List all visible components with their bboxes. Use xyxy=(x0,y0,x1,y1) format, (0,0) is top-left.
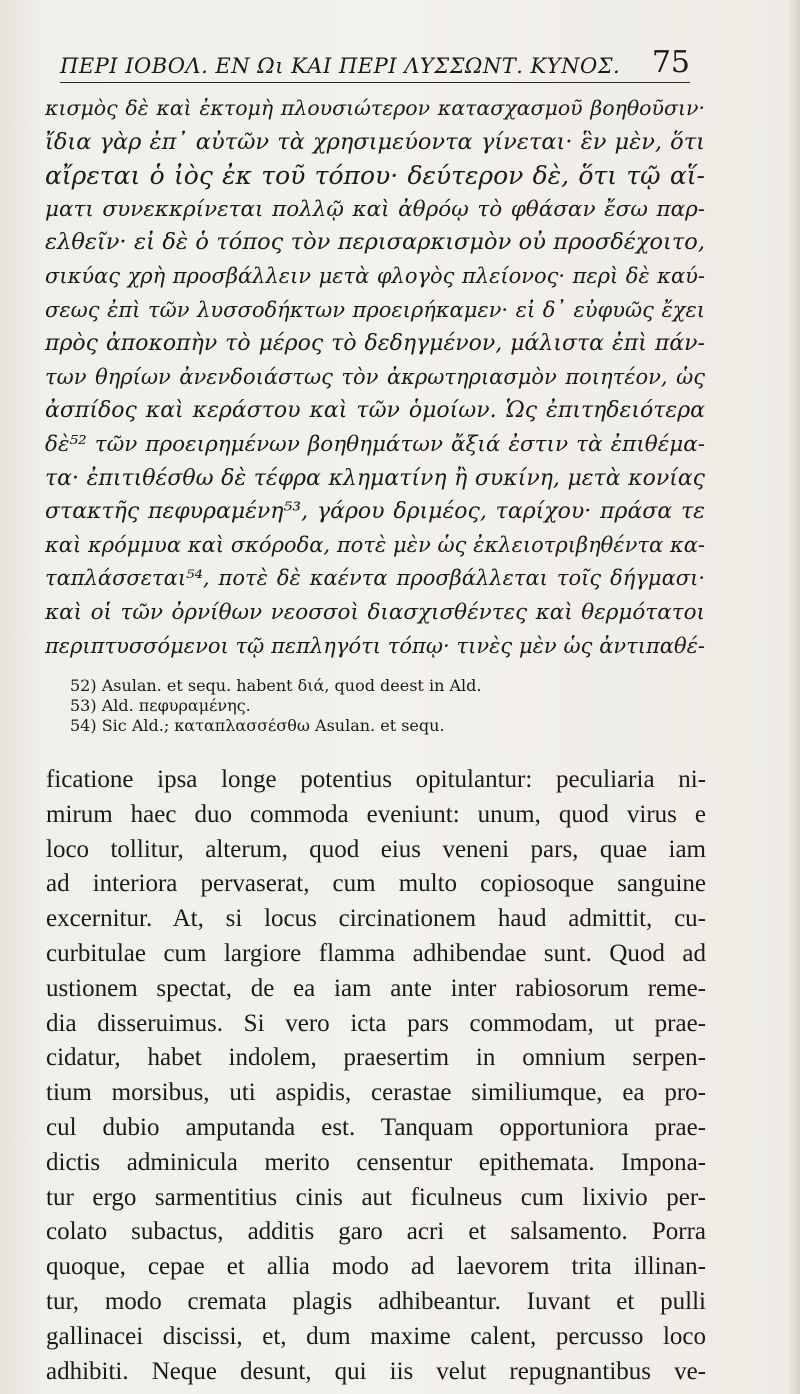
latin-line: tium morsibus, uti aspidis, cerastae similiumque, ea pro- xyxy=(46,1079,706,1107)
greek-line: περιπτυσσόμενοι τῷ πεπληγότι τόπῳ· τινὲς μὲν ὡς ἀντιπαθέ- xyxy=(45,633,705,658)
greek-line: των θηρίων ἀνενδοιάστως τὸν ἀκρωτηριασμὸν ποιητέον, ὡς xyxy=(45,364,705,389)
latin-line: ustionem spectat, de ea iam ante inter rabiosorum reme- xyxy=(46,974,706,1002)
greek-line: ἀσπίδος καὶ κεράστου καὶ τῶν ὁμοίων. Ὡς ἐπιτηδειότερα xyxy=(45,398,705,424)
greek-line: ἴδια γὰρ ἐπ᾽ αὐτῶν τὰ χρησιμεύοντα γίνεται· ἓν μὲν, ὅτι xyxy=(45,128,705,155)
latin-line: excernitur. At, si locus circinationem haud admittit, cu- xyxy=(46,905,706,933)
greek-line: σεως ἐπὶ τῶν λυσσοδήκτων προειρήκαμεν· εἰ δ᾽ εὐφυῶς ἔχει xyxy=(45,297,705,322)
latin-line: curbitulae cum largiore flamma adhibendae sunt. Quod ad xyxy=(46,939,706,967)
latin-line: quoque, cepae et allia modo ad laevorem trita illinan- xyxy=(46,1253,706,1281)
latin-line: cidatur, habet indolem, praesertim in omnium serpen- xyxy=(46,1044,706,1072)
footnotes xyxy=(70,676,690,736)
latin-line: gallinacei discissi, et, dum maxime calent, percusso loco xyxy=(46,1322,706,1350)
page-header xyxy=(60,40,690,83)
greek-line: πρὸς ἀποκοπὴν τὸ μέρος τὸ δεδηγμένον, μάλιστα ἐπὶ πάν- xyxy=(45,331,705,357)
greek-line: καὶ οἱ τῶν ὀρνίθων νεοσσοὶ διασχισθέντες καὶ θερμότατοι xyxy=(45,599,705,625)
greek-line: τα· ἐπιτιθέσθω δὲ τέφρα κληματίνη ἢ συκίνη, μετὰ κονίας xyxy=(45,465,705,491)
latin-line: dia disseruimus. Si vero icta pars commodam, ut prae- xyxy=(46,1009,706,1037)
running-title: ΠΕΡΙ ΙΟΒΟΛ. ΕΝ Ωι ΚΑΙ ΠΕΡΙ ΛΥΣΣΩΝΤ. ΚΥΝΟΣ. xyxy=(60,54,621,78)
greek-line: δὲ⁵² τῶν προειρημένων βοηθημάτων ἄξιά ἐστιν τὰ ἐπιθέμα- xyxy=(45,431,705,457)
greek-line: ταπλάσσεται⁵⁴, ποτὲ δὲ καέντα προσβάλλεται τοῖς δήγμασι· xyxy=(45,566,705,591)
latin-line: ad interiora pervaserat, cum multo copiosoque sanguine xyxy=(46,870,706,898)
page-edge-shadow xyxy=(788,0,800,1394)
footnote: 54) Sic Ald.; καταπλασσέσθω Asulan. et sequ. xyxy=(70,716,445,735)
greek-line: στακτῆς πεφυραμένη⁵³, γάρου δριμέος, ταρίχου· πράσα τε xyxy=(45,499,705,525)
latin-line: adhibiti. Neque desunt, qui iis velut repugnantibus ve- xyxy=(46,1357,706,1385)
greek-line: κισμὸς δὲ καὶ ἐκτομὴ πλουσιώτερον κατασχασμοῦ βοηθοῦσιν· xyxy=(45,96,705,120)
latin-line: mirum haec duo commoda eveniunt: unum, quod virus e xyxy=(46,800,706,828)
greek-line: σικύας χρὴ προσβάλλειν μετὰ φλογὸς πλείονος· περὶ δὲ καύ- xyxy=(45,263,705,288)
latin-line: dictis adminicula merito censentur epithemata. Impona- xyxy=(46,1148,706,1176)
page-number: 75 xyxy=(651,45,690,80)
latin-line: tur ergo sarmentitius cinis aut ficulneus cum lixivio per- xyxy=(46,1183,706,1211)
footnote: 52) Asulan. et sequ. habent διά, quod deest in Ald. xyxy=(70,676,482,695)
footnote: 53) Ald. πεφυραμένης. xyxy=(70,696,251,715)
latin-line: ficatione ipsa longe potentius opitulantur: peculiaria ni- xyxy=(46,766,706,793)
latin-line: cul dubio amputanda est. Tanquam opportuniora prae- xyxy=(46,1113,706,1141)
latin-line: colato subactus, additis garo acri et salsamento. Porra xyxy=(46,1218,706,1246)
latin-text-block xyxy=(46,763,706,1389)
greek-line: ματι συνεκκρίνεται πολλῷ καὶ ἀθρόῳ τὸ φθάσαν ἔσω παρ- xyxy=(45,196,705,222)
latin-line: tur, modo cremata plagis adhibeantur. Iuvant et pulli xyxy=(46,1287,706,1315)
greek-line: καὶ κρόμμυα καὶ σκόροδα, ποτὲ μὲν ὡς ἐκλειοτριβηθέντα κα- xyxy=(45,532,705,557)
greek-line: ελθεῖν· εἰ δὲ ὁ τόπος τὸν περισαρκισμὸν οὐ προσδέχοιτο, xyxy=(45,229,705,256)
latin-line: loco tollitur, alterum, quod eius veneni pars, quae iam xyxy=(46,835,706,863)
greek-line: αἴρεται ὁ ἰὸς ἐκ τοῦ τόπου· δεύτερον δὲ, ὅτι τῷ αἵ- xyxy=(45,161,705,191)
greek-text-block xyxy=(45,92,705,663)
